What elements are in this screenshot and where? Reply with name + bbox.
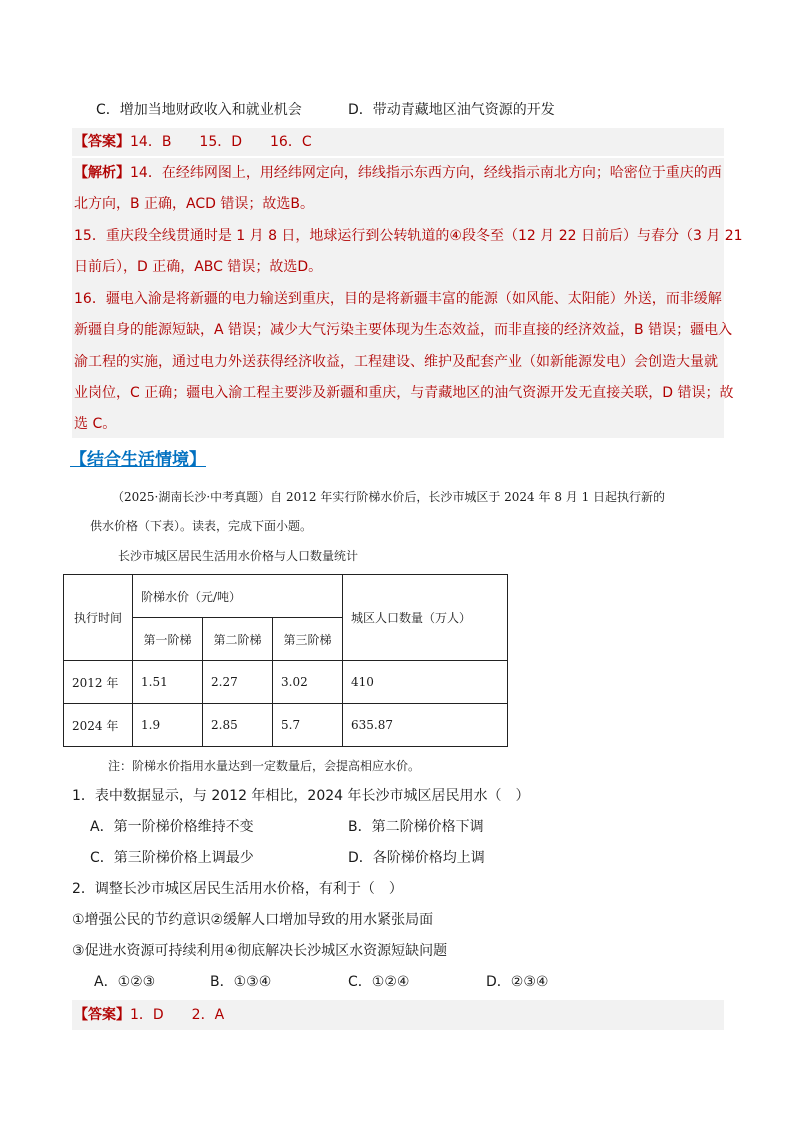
analysis-text-1: 14．在经纬网图上，用经纬网定向，纬线指示东西方向，经线指示南北方向；哈密位于重庆的西 <box>130 165 722 181</box>
answer-line-2 <box>74 1005 224 1025</box>
header-population: 城区人口数量（万人） <box>343 575 508 661</box>
answer-text-2: 1．D 2．A <box>130 1007 225 1023</box>
question-1-stem: 1．表中数据显示，与 2012 年相比，2024 年长沙市城区居民用水（ ） <box>72 788 530 804</box>
answer-line <box>74 132 312 152</box>
q2-option-c: C．①②④ <box>348 974 410 990</box>
table-header-row <box>64 575 508 618</box>
q2-statement-line-2: ③促进水资源可持续利用④彻底解决长沙城区水资源短缺问题 <box>72 943 448 959</box>
cell-population: 410 <box>343 661 508 704</box>
q2-option-a: A．①②③ <box>94 974 156 990</box>
cell-tier1: 1.51 <box>133 661 203 704</box>
header-tier1: 第一阶梯 <box>133 618 203 661</box>
header-price-group: 阶梯水价（元/吨） <box>133 575 343 618</box>
answer-text: 14．B 15．D 16．C <box>130 134 312 150</box>
analysis-line-9: 选 C。 <box>74 416 117 432</box>
q1-option-a: A．第一阶梯价格维持不变 <box>90 819 254 835</box>
q2-option-d: D．②③④ <box>486 974 549 990</box>
cell-tier2: 2.27 <box>203 661 273 704</box>
header-tier3: 第三阶梯 <box>273 618 343 661</box>
cell-tier1: 1.9 <box>133 704 203 747</box>
analysis-line-4: 日前后），D 正确，ABC 错误；故选D。 <box>74 259 323 275</box>
water-price-table <box>63 574 508 747</box>
table-row <box>64 704 508 747</box>
intro-line-2: 供水价格（下表）。读表，完成下面小题。 <box>90 519 313 533</box>
q1-option-b: B．第二阶梯价格下调 <box>348 819 484 835</box>
cell-year: 2012 年 <box>64 661 133 704</box>
option-d: D．带动青藏地区油气资源的开发 <box>348 102 555 118</box>
header-tier2: 第二阶梯 <box>203 618 273 661</box>
table-note: 注：阶梯水价指用水量达到一定数量后，会提高相应水价。 <box>108 759 421 773</box>
cell-tier3: 3.02 <box>273 661 343 704</box>
table-caption: 长沙市城区居民生活用水价格与人口数量统计 <box>118 549 359 563</box>
analysis-line-5: 16．疆电入渝是将新疆的电力输送到重庆，目的是将新疆丰富的能源（如风能、太阳能）外送，而非缓解 <box>74 291 722 307</box>
intro-line-1: （2025·湖南长沙·中考真题）自 2012 年实行阶梯水价后，长沙市城区于 2024 年 8 月 1 日起执行新的 <box>112 490 666 504</box>
q1-option-c: C．第三阶梯价格上调最少 <box>90 850 254 866</box>
table-row <box>64 661 508 704</box>
answer-tag-2: 【答案】 <box>74 1007 130 1023</box>
analysis-line-7: 渝工程的实施，通过电力外送获得经济收益，工程建设、维护及配套产业（如新能源发电）会创造大量就 <box>74 354 718 370</box>
analysis-line-1 <box>74 163 722 183</box>
cell-year: 2024 年 <box>64 704 133 747</box>
q1-option-d: D．各阶梯价格均上调 <box>348 850 485 866</box>
cell-tier2: 2.85 <box>203 704 273 747</box>
section-heading: 【结合生活情境】 <box>70 450 206 470</box>
q2-statement-line-1: ①增强公民的节约意识②缓解人口增加导致的用水紧张局面 <box>72 912 434 928</box>
option-c: C．增加当地财政收入和就业机会 <box>96 102 302 118</box>
analysis-line-2: 北方向，B 正确，ACD 错误；故选B。 <box>74 196 314 212</box>
analysis-line-3: 15．重庆段全线贯通时是 1 月 8 日，地球运行到公转轨道的④段冬至（12 月 22 日前后）与春分（3 月 21 <box>74 228 743 244</box>
analysis-line-8: 业岗位，C 正确；疆电入渝工程主要涉及新疆和重庆，与青藏地区的油气资源开发无直接关联，D 错误；故 <box>74 385 734 401</box>
question-2-stem: 2．调整长沙市城区居民生活用水价格，有利于（ ） <box>72 881 403 897</box>
analysis-line-6: 新疆自身的能源短缺，A 错误；减少大气污染主要体现为生态效益，而非直接的经济效益，B 错误；疆电入 <box>74 322 733 338</box>
answer-tag: 【答案】 <box>74 134 130 150</box>
cell-population: 635.87 <box>343 704 508 747</box>
analysis-tag: 【解析】 <box>74 165 130 181</box>
header-time: 执行时间 <box>64 575 133 661</box>
cell-tier3: 5.7 <box>273 704 343 747</box>
q2-option-b: B．①③④ <box>210 974 272 990</box>
